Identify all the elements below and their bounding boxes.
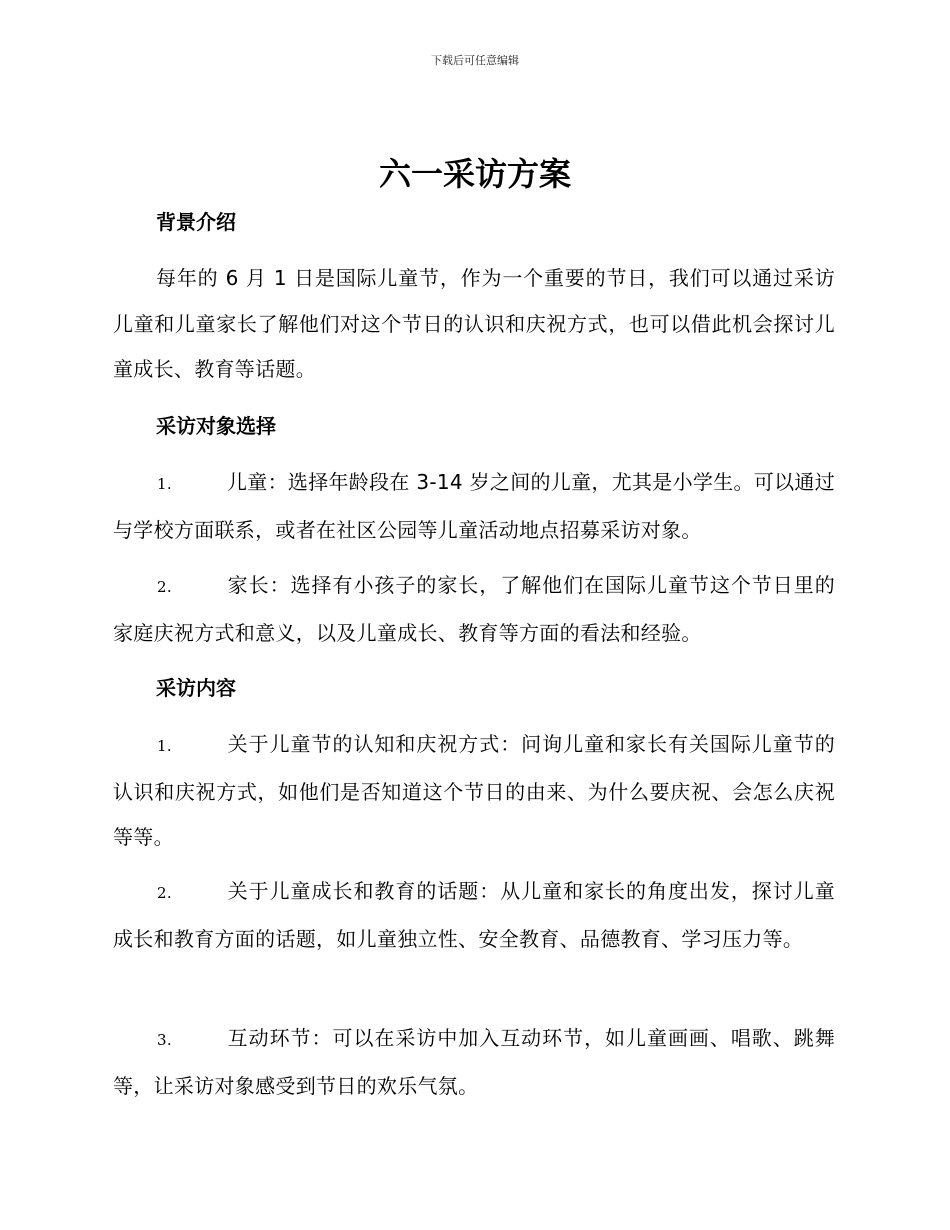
content-list-item xyxy=(113,869,835,962)
list-item-number: 2. xyxy=(157,884,172,902)
list-item-number: 2. xyxy=(157,578,172,596)
list-item-number: 3. xyxy=(157,1031,172,1049)
section-heading-content: 采访内容 xyxy=(156,676,236,700)
content-list-item xyxy=(113,722,835,861)
subjects-list-item xyxy=(113,563,835,656)
list-item-number: 1. xyxy=(157,475,172,493)
background-paragraph: 每年的 6 月 1 日是国际儿童节，作为一个重要的节日，我们可以通过采访儿童和儿童家长了解他们对这个节日的认识和庆祝方式，也可以借此机会探讨儿童成长、教育等话题。 xyxy=(113,266,835,381)
document-title: 六一采访方案 xyxy=(378,155,571,193)
list-item-number: 1. xyxy=(157,737,172,755)
list-item-text: 关于儿童节的认知和庆祝方式：问询儿童和家长有关国际儿童节的认识和庆祝方式，如他们是否知道这个节日的由来、为什么要庆祝、会怎么庆祝等等。 xyxy=(113,732,835,849)
list-item-text: 关于儿童成长和教育的话题：从儿童和家长的角度出发，探讨儿童成长和教育方面的话题，如儿童独立性、安全教育、品德教育、学习压力等。 xyxy=(113,879,835,951)
section-heading-background: 背景介绍 xyxy=(156,210,236,234)
list-item-text: 互动环节：可以在采访中加入互动环节，如儿童画画、唱歌、跳舞等，让采访对象感受到节日的欢乐气氛。 xyxy=(113,1026,835,1098)
page-header-note: 下载后可任意编辑 xyxy=(431,54,519,67)
content-list-item xyxy=(113,1016,835,1109)
list-item-text: 儿童：选择年龄段在 3-14 岁之间的儿童，尤其是小学生。可以通过与学校方面联系，或者在社区公园等儿童活动地点招募采访对象。 xyxy=(113,470,836,542)
list-item-text: 家长：选择有小孩子的家长，了解他们在国际儿童节这个节日里的家庭庆祝方式和意义，以及儿童成长、教育等方面的看法和经验。 xyxy=(113,573,835,645)
subjects-list-item xyxy=(113,460,835,553)
section-heading-subjects: 采访对象选择 xyxy=(156,414,276,438)
